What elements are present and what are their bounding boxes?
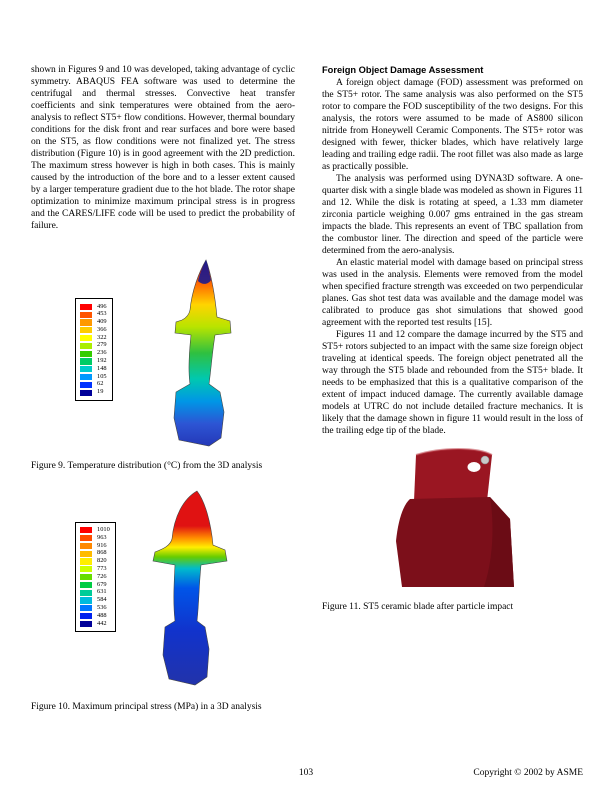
legend-color-swatch (80, 582, 92, 588)
section-heading: Foreign Object Damage Assessment (322, 65, 484, 75)
legend-value: 105 (97, 372, 107, 380)
section-paragraphs (322, 77, 583, 437)
legend-color-swatch (80, 366, 92, 372)
legend-value: 963 (97, 533, 107, 541)
legend-color-swatch (80, 574, 92, 580)
legend-value: 488 (97, 611, 107, 619)
figure9-caption: Figure 9. Temperature distribution (°C) from the 3D analysis (31, 461, 263, 471)
legend-color-swatch (80, 590, 92, 596)
legend-value: 62 (97, 380, 104, 388)
figure10-stress-distribution (31, 489, 295, 695)
legend-entry (80, 389, 107, 397)
legend-value: 453 (97, 310, 107, 318)
body-paragraph-continued: shown in Figures 9 and 10 was developed, taking advantage of cyclic symmetry. ABAQUS FEA software was used to determine the centrifugal and thermal stresses. Convective heat transfer coefficients and sink temperatures were obtained from the aero-analysis to reflect ST5+ flow conditions. However, thermal boundary conditions for the disk front and rear surfaces and bore were based on the ST5, as flow conditions were not finalized yet. The stress distribution (Figure 10) is in good agreement with the 2D prediction. The maximum stress however is high in both cases. This is mainly caused by the introduction of the bore and to a lesser extent caused by a larger temperature gradient due to the hot blade. The rotor shape optimization to minimize maximum principal stress is in progress and the CARES/LIFE code will be used to predict the probability of failure. (31, 65, 295, 231)
legend-value: 322 (97, 333, 107, 341)
copyright-notice: Copyright © 2002 by ASME (473, 768, 583, 778)
legend-value: 584 (97, 596, 107, 604)
figure9-blade-image (151, 258, 256, 450)
legend-value: 1010 (97, 526, 110, 533)
legend-value: 409 (97, 318, 107, 326)
legend-value: 366 (97, 325, 107, 333)
figure9-color-legend (75, 298, 113, 401)
legend-value: 868 (97, 549, 107, 557)
legend-color-swatch (80, 535, 92, 541)
legend-value: 279 (97, 341, 107, 349)
legend-value: 236 (97, 349, 107, 357)
legend-color-swatch (80, 605, 92, 611)
figure9-blade-shape (174, 260, 231, 446)
body-paragraph: Figures 11 and 12 compare the damage incurred by the ST5 and ST5+ rotors subjected to an impact with the same size foreign object traveling at identical speeds. The foreign object penetrated all the way through the ST5 blade and rebounded from the ST5+ blade. It needs to be emphasized that this is a qualitative comparison of the extent of impact induced damage. The currently available damage models at UTRC do not include detailed fracture mechanics. It is likely that the damage shown in figure 11 would result in the loss of the trailing edge tip of the blade. (322, 330, 583, 436)
impact-hole (468, 462, 481, 472)
legend-color-swatch (80, 566, 92, 572)
figure11-blade-after-impact (322, 445, 583, 595)
legend-color-swatch (80, 551, 92, 557)
legend-color-swatch (80, 327, 92, 333)
legend-entry (80, 534, 110, 542)
legend-value: 916 (97, 541, 107, 549)
legend-color-swatch (80, 351, 92, 357)
legend-color-swatch (80, 390, 92, 396)
body-paragraph: A foreign object damage (FOD) assessment was preformed on the ST5+ rotor. The same analysis was also performed on the ST5 rotor to compare the FOD susceptibility of the two designs. For this analysis, the rotors were assumed to be made of AS800 silicon nitride from Honeywell Ceramic Components. The ST5+ rotor was designed with fewer, thicker blades, which have relatively large leading and trailing edge radii. The root fillet was also made as large as practically possible. (322, 78, 583, 172)
legend-color-swatch (80, 343, 92, 349)
legend-value: 148 (97, 364, 107, 372)
figure10-color-legend (75, 522, 116, 632)
legend-color-swatch (80, 597, 92, 603)
right-column (322, 64, 583, 614)
legend-value: 631 (97, 588, 107, 596)
figure10-blade-image (137, 489, 247, 689)
legend-color-swatch (80, 543, 92, 549)
legend-value: 192 (97, 357, 107, 365)
page-number: 103 (298, 768, 314, 778)
legend-color-swatch (80, 319, 92, 325)
legend-color-swatch (80, 558, 92, 564)
legend-value: 442 (97, 619, 107, 627)
legend-entry (80, 573, 110, 581)
body-paragraph: An elastic material model with damage based on principal stress was used in the analysis. Elements were removed from the model when specified fracture strength was exceeded on two perpendicular planes. Gas shot test data was available and the damage model was calibrated to produce gas shot simulations that showed good agreement with the reported test results [15]. (322, 258, 583, 328)
figure11-blade-image (386, 445, 516, 593)
legend-color-swatch (80, 374, 92, 380)
legend-color-swatch (80, 312, 92, 318)
legend-color-swatch (80, 382, 92, 388)
figure10-blade-shape (153, 491, 227, 685)
legend-value: 726 (97, 572, 107, 580)
legend-value: 820 (97, 557, 107, 565)
impact-particle (481, 456, 489, 464)
legend-value: 496 (97, 302, 107, 310)
legend-value: 19 (97, 388, 104, 396)
legend-entry (80, 620, 110, 628)
legend-color-swatch (80, 613, 92, 619)
legend-value: 773 (97, 564, 107, 572)
figure10-caption: Figure 10. Maximum principal stress (MPa) in a 3D analysis (31, 701, 262, 712)
figure9-temperature-distribution (31, 258, 295, 454)
legend-color-swatch (80, 304, 92, 310)
legend-entry (80, 365, 107, 373)
legend-color-swatch (80, 335, 92, 341)
figure11-caption: Figure 11. ST5 ceramic blade after particle impact (322, 602, 514, 612)
legend-value: 536 (97, 603, 107, 611)
legend-color-swatch (80, 621, 92, 627)
legend-color-swatch (80, 527, 92, 533)
left-column (31, 64, 295, 713)
legend-entry (80, 612, 110, 620)
legend-color-swatch (80, 358, 92, 364)
body-paragraph: The analysis was performed using DYNA3D software. A one-quarter disk with a single blade was modeled as shown in Figures 11 and 12. While the disk is rotating at speed, a 1.33 mm diameter zirconia particle weighing 0.007 gms entrained in the gas stream impacts the blade. This represents an event of TBC spallation from the combustor liner. The direction and speed of the particle were determined from the aero-analysis. (322, 174, 583, 256)
legend-value: 679 (97, 580, 107, 588)
